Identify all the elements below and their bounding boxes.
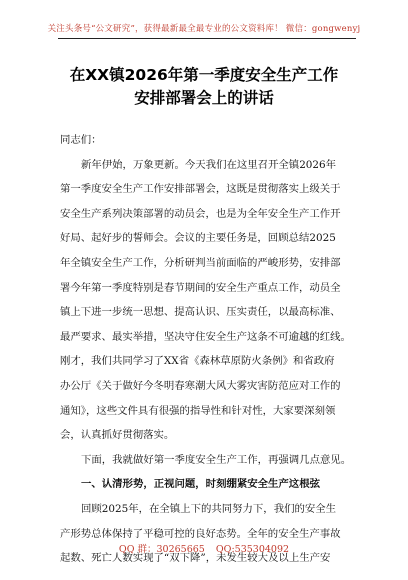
- title-line-1: 在XX镇2026年第一季度安全生产工作: [69, 66, 339, 84]
- header-note: 关注头条号“公文研究”，获得最新最全最专业的公文资料库！ 微信：gongwenyj: [47, 24, 361, 34]
- paragraph-line: 最严要求、最实举措，坚决守住安全生产这条不可逾越的红线。: [60, 330, 351, 343]
- paragraph-line: 起数、死亡人数实现了“双下降”，未发生较大及以上生产安: [60, 552, 331, 565]
- qq-number: QQ:535304092: [215, 544, 290, 555]
- paragraph-line: 通知》，这些文件具有很强的指导性和针对性，大家要深刻领: [60, 404, 336, 417]
- paragraph-line: 办公厅《关于做好今冬明春寒潮大风大雾灾害防范应对工作的: [60, 379, 341, 392]
- section-heading: 一、认清形势，正视问题，时刻绷紧安全生产这根弦: [81, 478, 320, 491]
- paragraph-line: 年全镇安全生产工作，分析研判当前面临的严峻形势，安排部: [60, 256, 341, 269]
- salutation: 同志们：: [60, 134, 102, 146]
- paragraph-line: 署今年第一季度特别是春节期间的安全生产重点工作，动员全: [60, 281, 341, 294]
- paragraph-line: 安全生产系列决策部署的动员会，也是为全年安全生产工作开: [60, 207, 341, 220]
- paragraph-line: 下面，我就做好第一季度安全生产工作，再强调几点意见。: [81, 453, 352, 466]
- document-body: [60, 128, 358, 571]
- paragraph-line: 产形势总体保持了平稳可控的良好态势。全年的安全生产事故: [60, 527, 341, 540]
- title-line-2: 安排部署会上的讲话: [134, 89, 274, 107]
- document-title: [0, 64, 408, 110]
- paragraph-line: 镇上下进一步统一思想、提高认识、压实责任，以最高标准、: [60, 306, 341, 319]
- paragraph-line: 刚才，我们共同学习了XX省《森林草原防火条例》和省政府: [60, 355, 335, 368]
- qq-group: QQ 群：30265665: [118, 544, 205, 555]
- header-divider: [58, 38, 356, 39]
- paragraph-line: 会，认真抓好贯彻落实。: [60, 429, 175, 442]
- footer-contact: [0, 541, 408, 555]
- paragraph-line: 第一季度安全生产工作安排部署会，这既是贯彻落实上级关于: [60, 183, 341, 196]
- paragraph-line: 新年伊始，万象更新。今天我们在这里召开全镇2026年: [81, 158, 337, 171]
- paragraph-line: 好局、起好步的誓师会。会议的主要任务是，回顾总结2025: [60, 232, 336, 245]
- paragraph-line: 回顾2025年，在全镇上下的共同努力下，我们的安全生: [81, 502, 337, 515]
